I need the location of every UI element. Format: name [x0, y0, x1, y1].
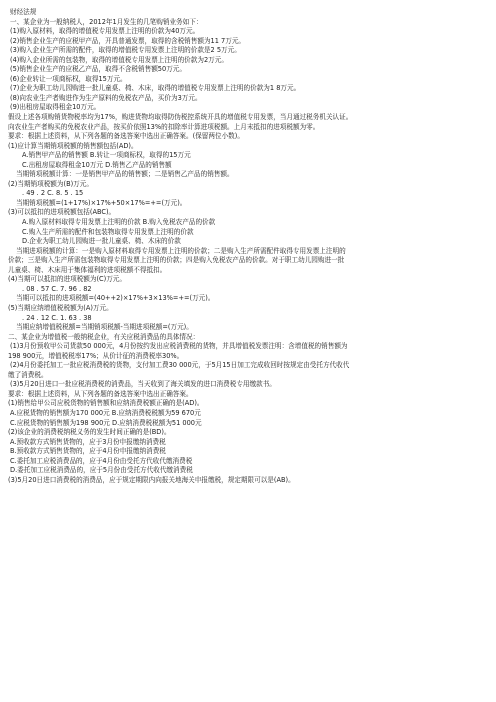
text-line: (2)销售企业生产的应税甲产品，开具普通发票，取得的含税销售额为11 7万元。	[10, 36, 246, 45]
question-line: (2)当期销项税额为(B)万元。	[8, 179, 93, 188]
option-line: C.委托加工应税消费品的，应于4月份由受托方代收代缴消费税	[10, 456, 193, 465]
text-line: 198 900元，增值税税率17%；从价计征的消费税率30%。	[8, 351, 184, 360]
question-line: (4)当期可以抵扣的进项税额为(C)万元。	[8, 275, 126, 284]
option-line: A.销售甲产品的销售额 B.转让一项商标权，取得的15万元	[22, 151, 191, 160]
text-line: (3)5月20日进口一批应税消费税的消费品，当天收到了海关填发的进口消费税专用缴款书。	[10, 380, 276, 389]
text-line: (8)向农业生产者购进作为生产原料的免税农产品，买价为3万元。	[10, 93, 202, 102]
text-line: (3)购入企业生产所需的配件，取得的增值税专用发票上注明的价款是2 5万元。	[10, 46, 241, 55]
question-line: (1)销售给甲公司应税货物的销售额和应纳消费税额正确的是(AD)。	[8, 399, 204, 408]
option-line: C.应税货物的销售额为198 900元 D.应纳消费税税额为51 000元	[10, 418, 202, 427]
section-heading: 二、某企业为增值税一般纳税企业，有关应税消费品的具体情况：	[8, 332, 200, 341]
explanation-line: 当期销项税额=(1+17%)×17%+50×17%=+=(万元)。	[16, 198, 187, 207]
option-line: A.购入原材料取得专用发票上注明的价款 B.购入免税农产品的价款	[22, 218, 216, 227]
text-line: (4)购入企业所需的包装物，取得的增值税专用发票上注明的价款为2万元。	[10, 55, 228, 64]
doc-title: 财经法规	[10, 8, 37, 16]
option-line: A.预收款方式销售货物的，应于3月份申报缴纳消费税	[10, 437, 166, 446]
section-heading: 一、某企业为一般纳税人，2012年1月发生的几笔购销业务如下：	[10, 17, 203, 26]
question-line: (3)5月20日进口消费税的消费品，应于规定期限内向报关地海关申报缴税，规定期限可以是(AB)。	[8, 475, 295, 484]
text-line: 要求：根据上述资料，从下列各题的备选答案中选出正确答案。	[8, 389, 193, 398]
text-line: (2)4月份委托加工一批应税消费税的货物，支付加工费30 000元，于5月15日加工完成收回时按规定由受托方代收代	[10, 361, 350, 370]
explanation-line: 当期应纳增值税税额=当期销项税额-当期进项税额=(万元)。	[16, 323, 193, 332]
explanation-line: 当期可以抵扣的进项税额=(40++2)×17%+3×13%=+=(万元)。	[16, 294, 215, 303]
explanation-line: 当期销项税额计算：一是销售甲产品的销售额；二是销售乙产品的销售额。	[16, 170, 234, 179]
option-line: . 08 . 57 C. 7. 96 . 82	[22, 284, 92, 293]
option-line: . 49 . 2 C. 8. 5 . 15	[22, 189, 84, 198]
text-line: (5)销售企业生产的应税乙产品，取得不含税销售额50万元。	[10, 65, 186, 74]
text-line: 缴了消费税。	[8, 370, 48, 379]
text-line: 要求：根据上述资料，从下列各题的备选答案中选出正确答案。(保留两位小数)。	[8, 132, 244, 141]
text-line: (7)企业为职工幼儿园购进一批儿童桌、椅、木床，取得的增值税专用发票上注明的价款为1 8万元。	[10, 84, 301, 93]
question-line: (2)该企业的消费税纳税义务的发生时间正确的是(BD)。	[8, 428, 171, 437]
text-line: (6)企业转让一项商标权，取得15万元。	[10, 74, 127, 83]
document-body	[8, 8, 492, 485]
option-line: B.预收款方式销售货物的，应于4月份申报缴纳消费税	[10, 447, 166, 456]
text-line: (9)出租房屋取得租金10万元。	[10, 103, 101, 112]
question-line: (1)应计算当期销项税额的销售额包括(AD)。	[8, 141, 138, 150]
explanation-line: 价款；三是购入生产所需包装物取得专用发票上注明的价款；四是购入免税农产品的价款。对于职工幼儿园购进一批	[8, 256, 345, 265]
text-line: (1)购入原材料，取得的增值税专用发票上注明的价款为40万元。	[10, 27, 200, 36]
option-line: A.应税货物的销售额为170 000元 B.应纳消费税税额为59 670元	[10, 408, 201, 417]
text-line: 向农业生产者购买的免税农业产品，按买价依照13%的扣除率计算进项税额。上月末抵扣的进项税额为零。	[8, 122, 320, 131]
explanation-line: 当期进项税额的计算：一是购入原材料取得专用发票上注明的价款；二是购入生产所需配件取得专用发票上注明的	[16, 246, 346, 255]
option-line: C.购入生产所需的配件和包装物取得专用发票上注明的价款	[22, 227, 194, 236]
text-line: 假设上述各项购销货物税率均为17%，购进货物均取得防伪税控系统开具的增值税专用发票，当月通过税务机关认证。	[8, 113, 353, 122]
text-line: (1)3月份预收甲公司货款50 000元，4月份按约发出应税消费税的货物，并具增值税发票注明：含增值税的销售额为	[10, 342, 348, 351]
question-line: (3)可以抵扣的进项税额包括(ABC)。	[8, 208, 116, 217]
option-line: D.委托加工应税消费品的，应于5月份由受托方代收代缴消费税	[10, 466, 193, 475]
option-line: D.企业为职工幼儿园购进一批儿童桌、椅、木床的价款	[22, 237, 181, 246]
explanation-line: 儿童桌、椅、木床用于集体福利的进项税额不得抵扣。	[8, 265, 167, 274]
option-line: . 24 . 12 C. 1. 63 . 38	[22, 313, 92, 322]
option-line: C.出租房屋取得租金10万元 D.销售乙产品的销售额	[22, 160, 172, 169]
question-line: (5)当期应纳增值税税额为(A)万元。	[8, 303, 113, 312]
